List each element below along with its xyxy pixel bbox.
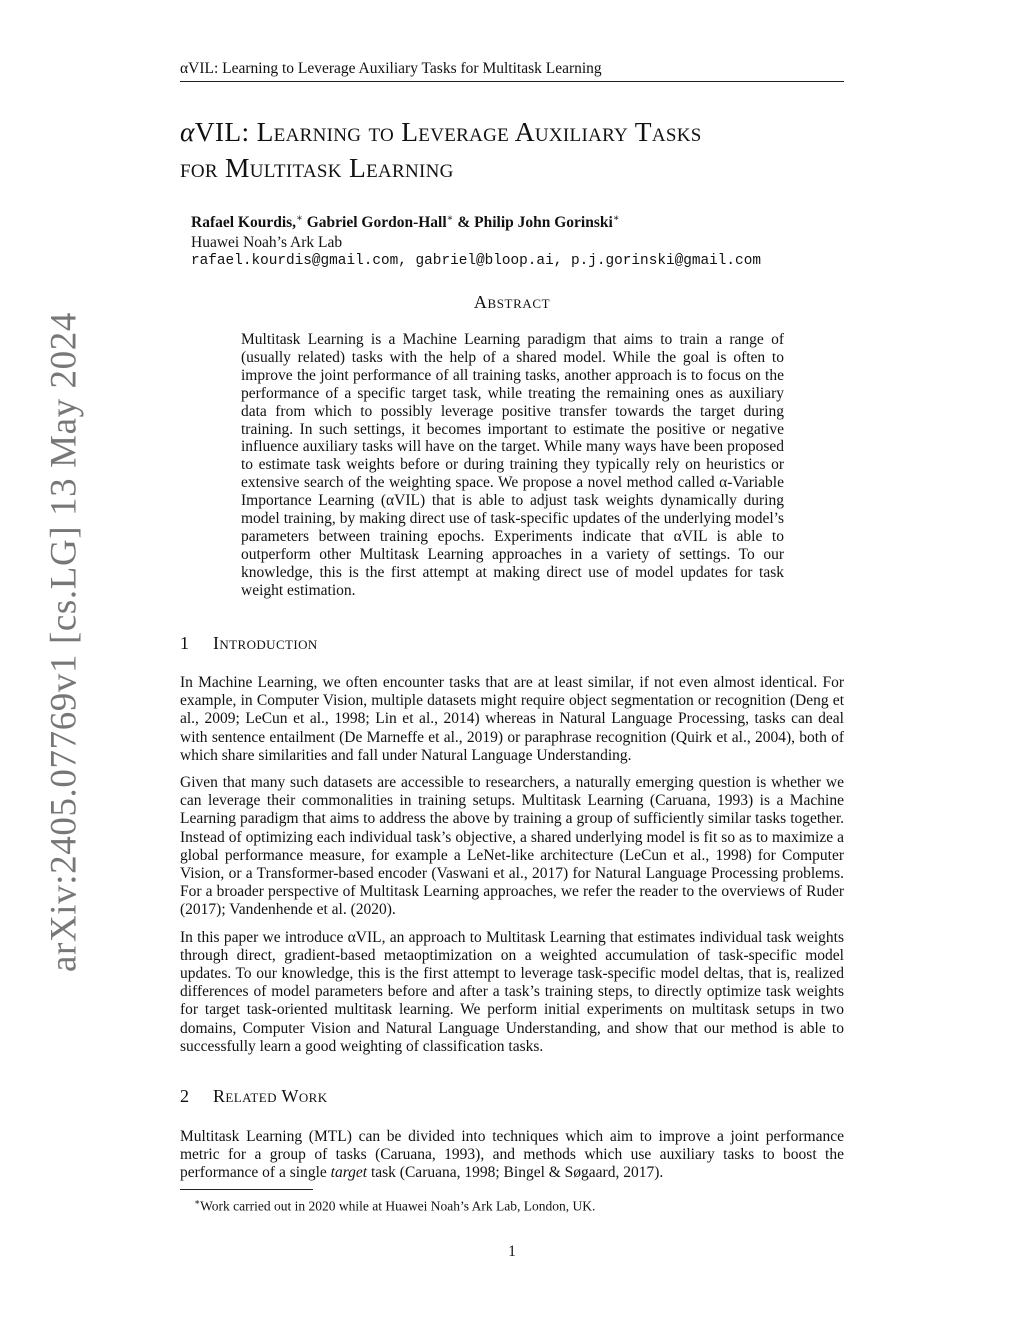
author-2-mark: ∗: [446, 213, 454, 224]
arxiv-stamp: arXiv:2405.07769v1 [cs.LG] 13 May 2024: [43, 312, 85, 972]
author-3-mark: ∗: [612, 213, 620, 224]
section-2-number: 2: [180, 1086, 190, 1106]
affiliation: Huawei Noah’s Ark Lab: [191, 233, 343, 251]
author-1-mark: ∗: [296, 213, 303, 224]
author-2: Gabriel Gordon-Hall: [306, 214, 447, 232]
section-1-title: Introduction: [213, 633, 318, 653]
section-2-heading: [180, 1086, 844, 1107]
abstract-text: Multitask Learning is a Machine Learning paradigm that aims to train a range of (usually related) tasks with the help of a shared model. While the goal is often to improve the joint performance of all training tasks, another approach is to focus on the performance of a specific target task, while treating the remaining ones as auxiliary data from which to possibly leverage positive transfer towards the target during training. In such settings, it becomes important to estimate the positive or negative influence auxiliary tasks will have on the target. While many ways have been proposed to estimate task weights before or during training they typically rely on heuristics or extensive search of the weighting space. We propose a novel method called α-Variable Importance Learning (αVIL) that is able to adjust task weights dynamically during model training, by making direct use of task-specific updates of the underlying model’s parameters between training epochs. Experiments indicate that αVIL is able to outperform other Multitask Learning approaches in a variety of settings. To our knowledge, this is the first attempt at making direct use of model updates for task weight estimation.: [241, 331, 784, 599]
footnote-text: Work carried out in 2020 while at Huawei Noah’s Ark Lab, London, UK.: [200, 1198, 596, 1214]
abstract-heading: Abstract: [473, 292, 551, 312]
section-2-body: [180, 1128, 844, 1192]
section-1-number: 1: [180, 633, 190, 653]
author-emails: rafael.kourdis@gmail.com, gabriel@bloop.ai, p.j.gorinski@gmail.com: [191, 253, 761, 270]
author-3: & Philip John Gorinski: [457, 214, 613, 232]
section-1-body: [180, 674, 844, 1065]
title-line-2: for Multitask Learning: [180, 152, 454, 183]
footnote-mark: ∗: [194, 1197, 201, 1207]
section-1-paragraph-3: In this paper we introduce αVIL, an approach to Multitask Learning that estimates individual task weights through direct, gradient-based metaoptimization on a weighted accumulation of task-specific model updates. To our knowledge, this is the first attempt to leverage task-specific model deltas, that is, realized differences of model parameters before and after a task’s training steps, to directly optimize task weights for target task-oriented multitask learning. We perform initial experiments on multitask setups in two domains, Computer Vision and Natural Language Understanding, and show that our method is able to successfully learn a good weighting of classification tasks.: [180, 928, 844, 1055]
running-head: αVIL: Learning to Leverage Auxiliary Tasks for Multitask Learning: [180, 60, 844, 82]
section-1-paragraph-1: In Machine Learning, we often encounter tasks that are at least similar, if not even almost identical. For example, in Computer Vision, multiple datasets might require object segmentation or recognition (Deng et al., 2009; LeCun et al., 1998; Lin et al., 2014) whereas in Natural Language Processing, tasks can deal with sentence entailment (De Marneffe et al., 2019) or paraphrase recognition (Quirk et al., 2004), both of which share similarities and fall under Natural Language Understanding.: [180, 674, 844, 764]
title-line-1: VIL: Learning to Leverage Auxiliary Tasks: [194, 116, 702, 147]
footnote: [194, 1194, 595, 1215]
author-block: [191, 209, 851, 272]
footnote-divider: [180, 1189, 313, 1190]
title-alpha: α: [180, 116, 195, 147]
section-1-heading: [180, 633, 844, 654]
paper-title: [180, 114, 860, 186]
author-1: Rafael Kourdis,: [191, 214, 297, 232]
page-number: 1: [508, 1243, 516, 1260]
section-2-paragraph-1: Multitask Learning (MTL) can be divided into techniques which aim to improve a joint performance metric for a group of tasks (Caruana, 1993), and methods which use auxiliary tasks to boost the performance of a single target task (Caruana, 1998; Bingel & Søgaard, 2017).: [180, 1128, 844, 1182]
section-1-paragraph-2: Given that many such datasets are accessible to researchers, a naturally emerging question is whether we can leverage their commonalities in training setups. Multitask Learning (Caruana, 1993) is a Machine Learning paradigm that aims to address the above by training a group of sufficiently similar tasks together. Instead of optimizing each individual task’s objective, a shared underlying model is fit so as to maximize a global performance measure, for example a LeNet-like architecture (LeCun et al., 1998) for Computer Vision, or a Transformer-based encoder (Vaswani et al., 2017) for Natural Language Processing problems. For a broader perspective of Multitask Learning approaches, we refer the reader to the overviews of Ruder (2017); Vandenhende et al. (2020).: [180, 774, 844, 919]
author-names: [191, 209, 851, 233]
section-2-title: Related Work: [213, 1086, 328, 1106]
